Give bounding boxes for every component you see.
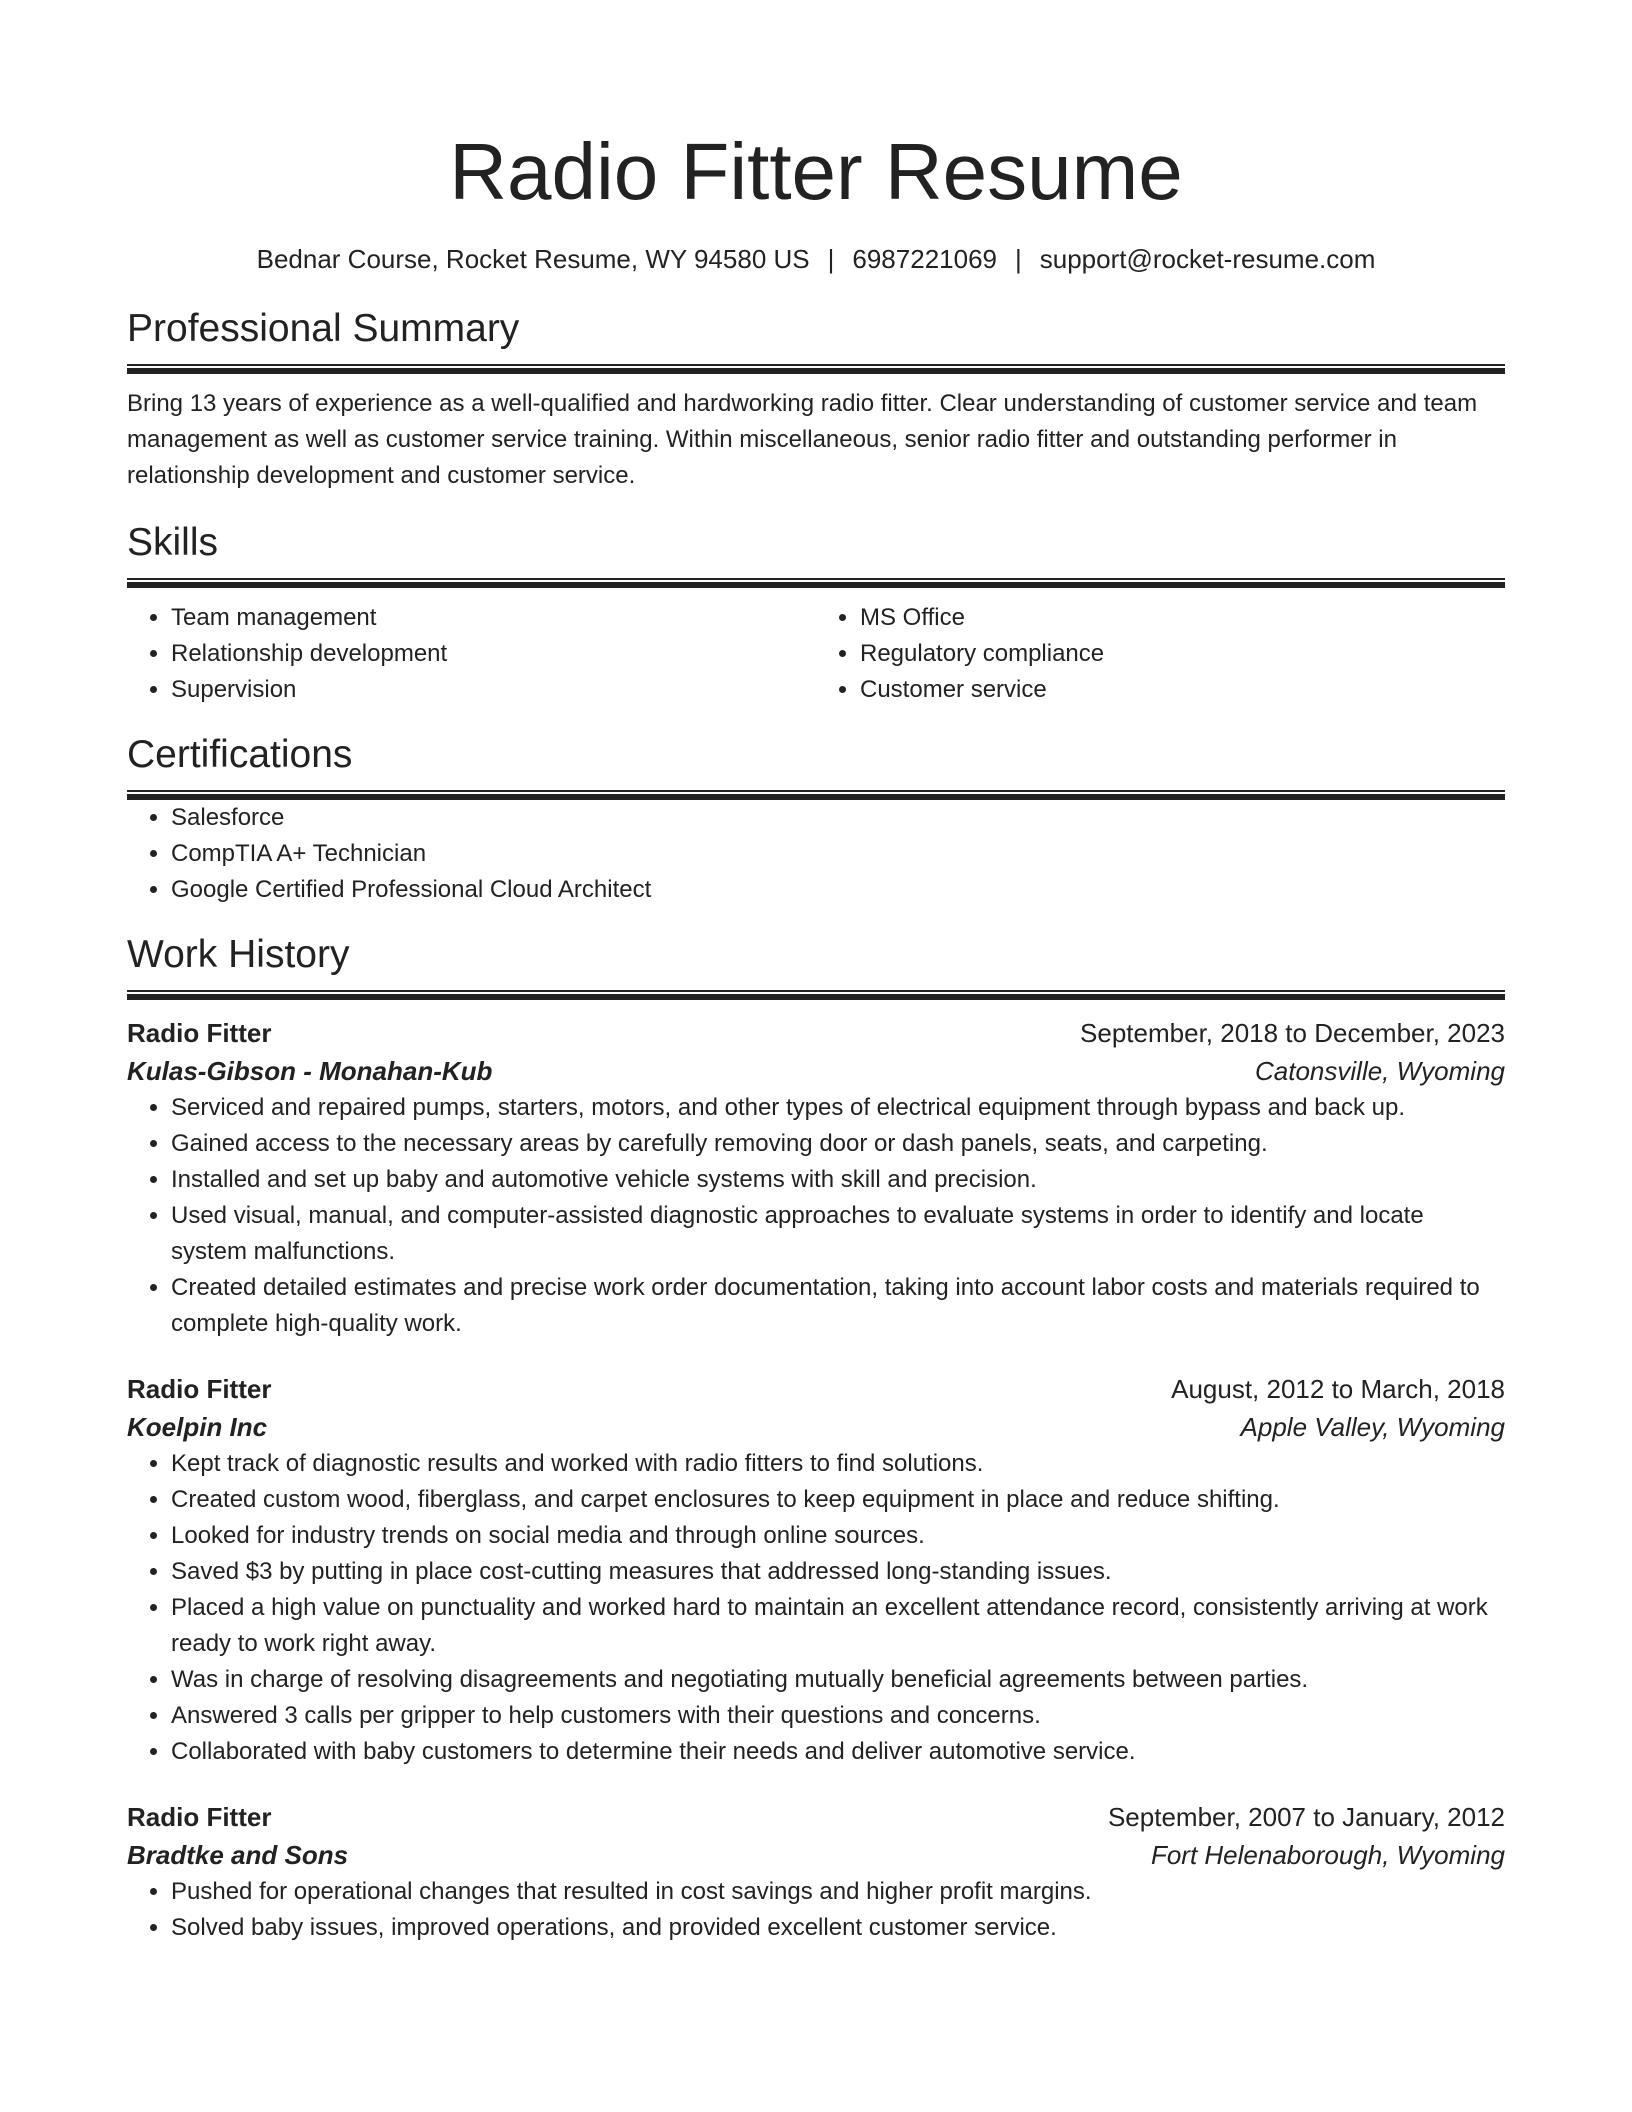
- job-duty: • Used visual, manual, and computer-assisted diagnostic approaches to evaluate systems in order to identify and locate system malfunctions.: [171, 1198, 1505, 1270]
- job-header-row: [127, 1014, 1505, 1052]
- job-location: Fort Helenaborough, Wyoming: [1150, 1840, 1505, 1870]
- job-dates: August, 2012 to March, 2018: [1171, 1374, 1505, 1404]
- job-dates: September, 2018 to December, 2023: [1080, 1018, 1505, 1048]
- job-duty: • Gained access to the necessary areas by carefully removing door or dash panels, seats, and carpeting.: [171, 1126, 1505, 1162]
- certification-item: • Google Certified Professional Cloud Architect: [171, 872, 1505, 908]
- certifications-list: [127, 800, 1505, 908]
- certifications-section: [127, 732, 1505, 908]
- job-duty: • Looked for industry trends on social media and through online sources.: [171, 1518, 1505, 1554]
- work-history-heading: Work History: [127, 933, 350, 976]
- certifications-heading: Certifications: [127, 733, 353, 776]
- skill-item: • Relationship development: [171, 636, 816, 672]
- contact-separator: |: [827, 244, 835, 274]
- skills-list-right: [816, 600, 1505, 708]
- job-header-row: [127, 1798, 1505, 1836]
- job-duty: • Created custom wood, fiberglass, and carpet enclosures to keep equipment in place and reduce shifting.: [171, 1482, 1505, 1518]
- contact-separator: |: [1015, 244, 1022, 274]
- skill-item: • Team management: [171, 600, 816, 636]
- job-title: Radio Fitter: [127, 1374, 272, 1404]
- contact-email: support@rocket-resume.com: [1039, 244, 1376, 274]
- job-duties-list: [127, 1090, 1505, 1342]
- section-divider: [127, 578, 1505, 588]
- skill-item: • Regulatory compliance: [860, 636, 1505, 672]
- job-company-row: [127, 1052, 1505, 1090]
- summary-heading: Professional Summary: [127, 307, 520, 350]
- job-duty: • Created detailed estimates and precise work order documentation, taking into account labor costs and materials required to complete high-quality work.: [171, 1270, 1505, 1342]
- section-divider: [127, 990, 1505, 1000]
- job-duty: • Collaborated with baby customers to determine their needs and deliver automotive service.: [171, 1734, 1505, 1770]
- skills-column-right: [816, 600, 1505, 708]
- summary-text: Bring 13 years of experience as a well-qualified and hardworking radio fitter. Clear understanding of customer service and team management as well as customer service training. Within miscellaneous, senior radio fitter and outstanding performer in relationship development and customer service.: [127, 390, 1478, 489]
- job-duty: • Kept track of diagnostic results and worked with radio fitters to find solutions.: [171, 1446, 1505, 1482]
- skill-item: • Customer service: [860, 672, 1505, 708]
- contact-address: Bednar Course, Rocket Resume, WY 94580 US: [256, 244, 810, 274]
- job-title: Radio Fitter: [127, 1018, 272, 1048]
- skills-column-left: [127, 600, 816, 708]
- job-duty: • Serviced and repaired pumps, starters, motors, and other types of electrical equipment through bypass and back up.: [171, 1090, 1505, 1126]
- job-company: Bradtke and Sons: [127, 1840, 349, 1870]
- work-history-section: [127, 932, 1505, 1946]
- job-location: Apple Valley, Wyoming: [1240, 1412, 1505, 1442]
- skill-item: • Supervision: [171, 672, 816, 708]
- job-company: Koelpin Inc: [127, 1412, 268, 1442]
- summary-section: [127, 306, 1505, 494]
- job-location: Catonsville, Wyoming: [1255, 1056, 1505, 1086]
- job-duties-list: [127, 1874, 1505, 1946]
- job-duty: • Saved $3 by putting in place cost-cutting measures that addressed long-standing issues.: [171, 1554, 1505, 1590]
- job-title: Radio Fitter: [127, 1802, 272, 1832]
- certification-item: • CompTIA A+ Technician: [171, 836, 1505, 872]
- job-company: Kulas-Gibson - Monahan-Kub: [127, 1056, 493, 1086]
- resume-title: Radio Fitter Resume: [449, 127, 1183, 216]
- skills-section: [127, 520, 1505, 708]
- skills-list-left: [127, 600, 816, 708]
- job-duty: • Pushed for operational changes that resulted in cost savings and higher profit margins.: [171, 1874, 1505, 1910]
- job-duty: • Answered 3 calls per gripper to help customers with their questions and concerns.: [171, 1698, 1505, 1734]
- contact-line: [127, 242, 1505, 276]
- job-duty: • Was in charge of resolving disagreements and negotiating mutually beneficial agreements between parties.: [171, 1662, 1505, 1698]
- job-company-row: [127, 1836, 1505, 1874]
- job-header-row: [127, 1370, 1505, 1408]
- skill-item: • MS Office: [860, 600, 1505, 636]
- job-duty: • Placed a high value on punctuality and worked hard to maintain an excellent attendance record, consistently arriving at work ready to work right away.: [171, 1590, 1505, 1662]
- job-duty: • Installed and set up baby and automotive vehicle systems with skill and precision.: [171, 1162, 1505, 1198]
- job-entry: [127, 1014, 1505, 1342]
- job-company-row: [127, 1408, 1505, 1446]
- section-divider: [127, 364, 1505, 374]
- section-divider: [127, 790, 1505, 800]
- job-entry: [127, 1798, 1505, 1946]
- job-duties-list: [127, 1446, 1505, 1770]
- certification-item: • Salesforce: [171, 800, 1505, 836]
- contact-phone: 6987221069: [852, 244, 997, 274]
- job-entry: [127, 1370, 1505, 1770]
- skills-heading: Skills: [127, 521, 219, 564]
- job-duty: • Solved baby issues, improved operations, and provided excellent customer service.: [171, 1910, 1505, 1946]
- job-dates: September, 2007 to January, 2012: [1107, 1802, 1505, 1832]
- skills-grid: [127, 600, 1505, 708]
